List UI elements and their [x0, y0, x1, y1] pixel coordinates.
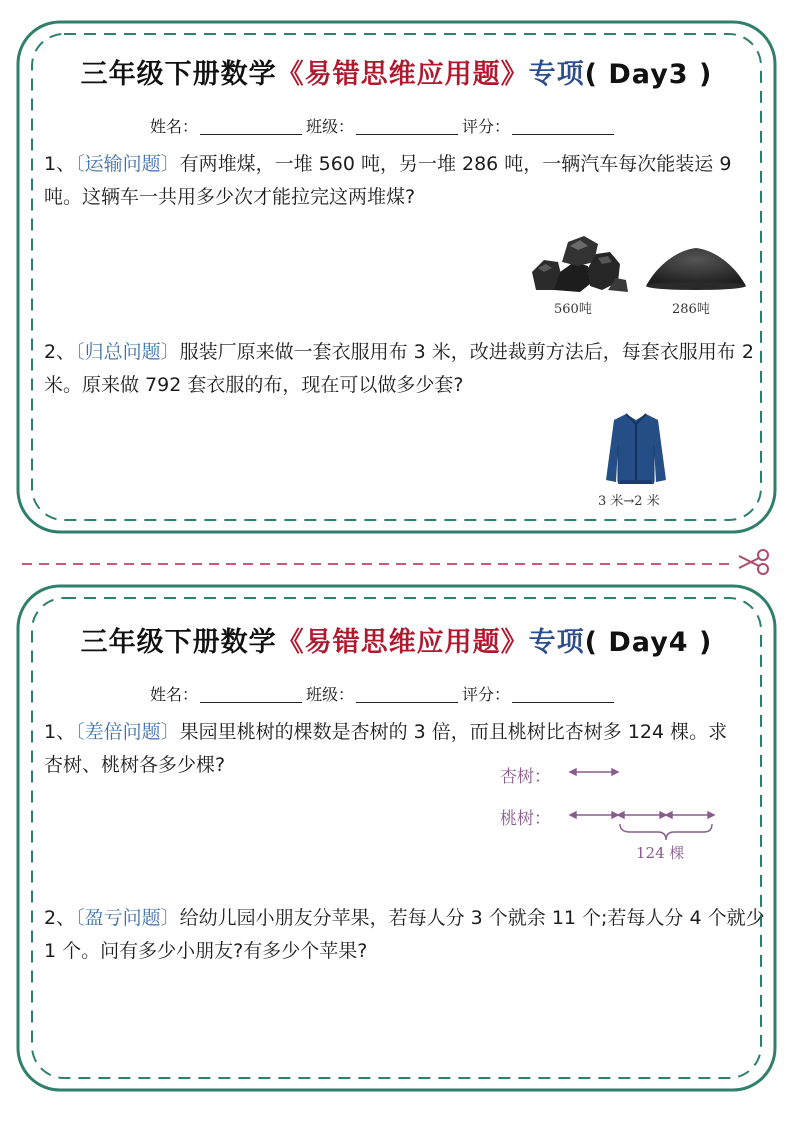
- worksheet-card-day4: [0, 580, 793, 1100]
- score-field[interactable]: [512, 118, 614, 135]
- jacket-caption: 3 米→2 米: [598, 494, 660, 509]
- cut-line: [22, 562, 732, 566]
- name-field[interactable]: [200, 118, 302, 135]
- title-suffix: 专项: [528, 627, 585, 658]
- question-tag: 〔归总问题〕: [75, 341, 180, 363]
- title-day: ( Day4 ): [584, 627, 713, 658]
- question-text: 给幼儿园小朋友分苹果，若每人分 3 个就余 11 个;若每人分 4 个就少 1 个。问有多少小朋友?有多少个苹果?: [44, 907, 765, 962]
- class-field[interactable]: [356, 118, 458, 135]
- coal-lumps-caption: 560吨: [554, 302, 592, 317]
- question-text: 有两堆煤，一堆 560 吨，另一堆 286 吨，一辆汽车每次能装运 9 吨。这辆车一共用多少次才能拉完这两堆煤?: [44, 153, 732, 208]
- question-2: [44, 336, 769, 402]
- question-text: 果园里桃树的棵数是杏树的 3 倍，而且桃树比杏树多 124 棵。求杏树、桃树各多少棵?: [44, 721, 728, 776]
- question-number: 1、: [44, 153, 76, 175]
- question-number: 2、: [44, 341, 76, 363]
- class-label: 班级：: [306, 685, 355, 704]
- title-day: ( Day3 ): [584, 59, 713, 90]
- score-field[interactable]: [512, 686, 614, 703]
- coal-lumps-image: [528, 232, 630, 296]
- name-label: 姓名：: [150, 685, 199, 704]
- question-number: 1、: [44, 721, 76, 743]
- question-tag: 〔盈亏问题〕: [75, 907, 180, 929]
- score-label: 评分：: [462, 685, 511, 704]
- title-topic: 《易错思维应用题》: [276, 627, 529, 658]
- segment-diagram: [566, 760, 726, 842]
- page-title: [0, 620, 793, 659]
- worksheet-card-day3: [0, 0, 793, 545]
- title-prefix: 三年级下册数学: [80, 59, 277, 90]
- jacket-image: [604, 410, 668, 486]
- question-tag: 〔运输问题〕: [75, 153, 180, 175]
- apricot-label: 杏树：: [500, 767, 551, 787]
- difference-label: 124 棵: [636, 844, 685, 862]
- score-label: 评分：: [462, 117, 511, 136]
- question-1: [44, 148, 769, 214]
- question-2: [44, 902, 769, 968]
- peach-label: 桃树：: [500, 809, 551, 829]
- scissors-icon: [735, 546, 771, 578]
- class-label: 班级：: [306, 117, 355, 136]
- title-topic: 《易错思维应用题》: [276, 59, 529, 90]
- student-info-row: [150, 682, 618, 705]
- coal-powder-image: [644, 244, 748, 290]
- coal-powder-caption: 286吨: [672, 302, 710, 317]
- student-info-row: [150, 114, 618, 137]
- question-text: 服装厂原来做一套衣服用布 3 米，改进裁剪方法后，每套衣服用布 2 米。原来做 792 套衣服的布，现在可以做多少套?: [44, 341, 754, 396]
- title-suffix: 专项: [528, 59, 585, 90]
- class-field[interactable]: [356, 686, 458, 703]
- page-title: [0, 52, 793, 91]
- title-prefix: 三年级下册数学: [80, 627, 277, 658]
- question-tag: 〔差倍问题〕: [75, 721, 180, 743]
- name-label: 姓名：: [150, 117, 199, 136]
- question-number: 2、: [44, 907, 76, 929]
- name-field[interactable]: [200, 686, 302, 703]
